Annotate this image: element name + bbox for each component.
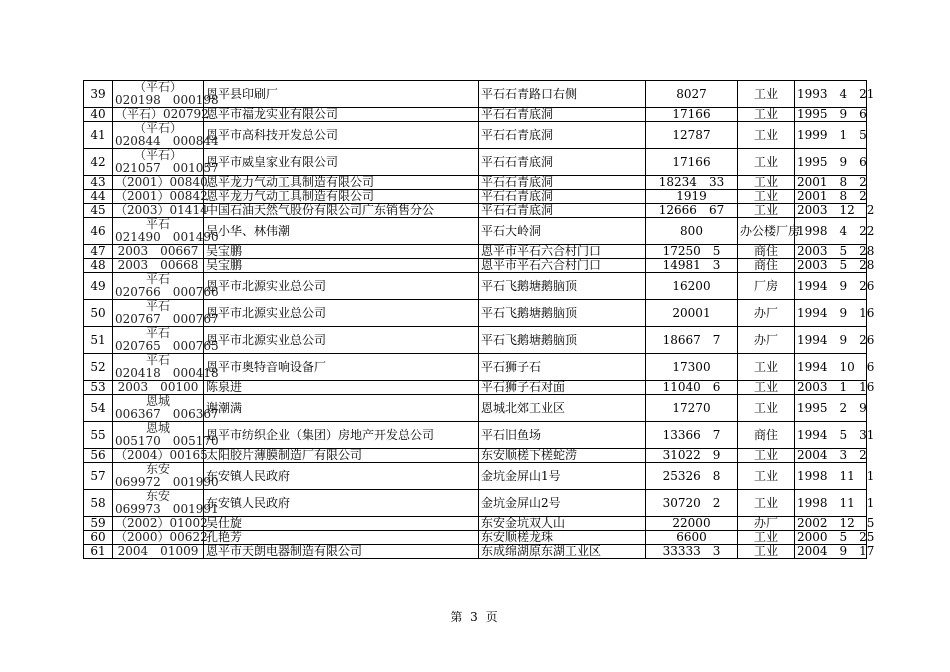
owner-name: 陈泉进 — [204, 381, 479, 395]
row-number: 51 — [84, 327, 113, 354]
owner-name: 恩平市北源实业总公司 — [204, 300, 479, 327]
land-location: 平石大岭洞 — [479, 218, 646, 245]
certificate-code — [113, 489, 219, 517]
table-row — [84, 449, 867, 463]
owner-name: 孔艳芳 — [204, 531, 479, 545]
row-number: 39 — [84, 81, 113, 108]
table-row — [84, 218, 867, 245]
certificate-code-line1: 2003 00667 — [117, 244, 199, 258]
land-location: 平石旧鱼场 — [479, 422, 646, 449]
land-location: 东安顺槎下槎蛇涝 — [479, 449, 646, 463]
owner-name: 东安镇人民政府 — [204, 490, 479, 517]
certificate-code-line2: 021057 001057 — [115, 161, 219, 175]
land-use: 工业 — [738, 490, 795, 517]
certificate-code-line1: （2003）01414 — [115, 203, 208, 217]
certificate-code-line1: （2004）00165 — [115, 448, 208, 462]
certificate-code — [113, 203, 208, 218]
land-use: 厂房 — [738, 273, 795, 300]
land-location: 平石狮子石对面 — [479, 381, 646, 395]
land-use: 工业 — [738, 122, 795, 149]
table-row — [84, 517, 867, 531]
land-use: 工业 — [738, 449, 795, 463]
land-area: 11040 6 — [646, 381, 738, 395]
land-location: 平石飞鹅塘鹅脑顶 — [479, 273, 646, 300]
certificate-code — [113, 80, 219, 108]
land-use: 办厂 — [738, 327, 795, 354]
land-area: 14981 3 — [646, 259, 738, 273]
owner-name: 吴宝鹏 — [204, 259, 479, 273]
row-number: 52 — [84, 354, 113, 381]
land-location: 金坑金屏山2号 — [479, 490, 646, 517]
certificate-code — [113, 421, 219, 449]
owner-name: 恩平市天朗电器制造有限公司 — [204, 545, 479, 559]
issue-date: 1994 9 26 — [795, 273, 867, 300]
issue-date: 1995 2 9 — [795, 395, 867, 422]
owner-name: 恩平市奥特音响设备厂 — [204, 354, 479, 381]
land-area: 25326 8 — [646, 463, 738, 490]
row-number: 53 — [84, 381, 113, 395]
land-use: 工业 — [738, 463, 795, 490]
certificate-code-line1: 东安 — [145, 489, 170, 503]
certificate-code — [113, 394, 219, 422]
owner-name: 东安镇人民政府 — [204, 463, 479, 490]
owner-name: 谢潮满 — [204, 395, 479, 422]
land-area: 30720 2 — [646, 490, 738, 517]
certificate-code-line2: 020844 000844 — [115, 134, 219, 148]
land-location: 东安顺槎龙珠 — [479, 531, 646, 545]
certificate-code-line2: 021490 001490 — [115, 230, 219, 244]
table-row — [84, 273, 867, 300]
row-number: 42 — [84, 149, 113, 176]
land-area: 17250 5 — [646, 245, 738, 259]
issue-date: 1998 4 22 — [795, 218, 867, 245]
certificate-code-line2: 069973 001991 — [115, 502, 219, 516]
row-number: 41 — [84, 122, 113, 149]
owner-name: 吴宝鹏 — [204, 245, 479, 259]
certificate-code-line1: 平石 — [145, 326, 170, 340]
land-use: 工业 — [738, 108, 795, 122]
land-use: 工业 — [738, 81, 795, 108]
issue-date: 2001 8 2 — [795, 176, 867, 190]
certificate-code — [113, 121, 219, 149]
land-location: 恩城北郊工业区 — [479, 395, 646, 422]
certificate-code — [113, 272, 219, 300]
certificate-code — [113, 175, 208, 190]
certificate-code-line2: 020418 000418 — [115, 366, 219, 380]
table-row — [84, 381, 867, 395]
issue-date: 1995 9 6 — [795, 108, 867, 122]
row-number: 49 — [84, 273, 113, 300]
land-location: 东成绵湖原东湖工业区 — [479, 545, 646, 559]
issue-date: 2003 5 28 — [795, 259, 867, 273]
row-number: 54 — [84, 395, 113, 422]
certificate-code-line1: （平石）020792 — [115, 107, 209, 121]
owner-name: 太阳胶片薄膜制造厂有限公司 — [204, 449, 479, 463]
land-location: 平石狮子石 — [479, 354, 646, 381]
certificate-code — [113, 107, 209, 122]
owner-name: 恩平市福龙实业有限公司 — [204, 108, 479, 122]
row-number: 60 — [84, 531, 113, 545]
table-row — [84, 463, 867, 490]
row-number: 40 — [84, 108, 113, 122]
issue-date: 1995 9 6 — [795, 149, 867, 176]
issue-date: 1994 5 31 — [795, 422, 867, 449]
certificate-code-line1: 2003 00100 — [117, 380, 199, 394]
land-use: 工业 — [738, 176, 795, 190]
issue-date: 1994 10 6 — [795, 354, 867, 381]
land-area: 8027 — [646, 81, 738, 108]
row-number: 57 — [84, 463, 113, 490]
row-number: 45 — [84, 204, 113, 218]
land-use: 商住 — [738, 245, 795, 259]
table-row — [84, 300, 867, 327]
owner-name: 恩平市威皇家业有限公司 — [204, 149, 479, 176]
owner-name: 中国石油天然气股份有限公司广东销售分公 — [204, 204, 479, 218]
land-location: 恩平市平石六合村门口 — [479, 245, 646, 259]
land-area: 13366 7 — [646, 422, 738, 449]
table-row — [84, 190, 867, 204]
land-use: 工业 — [738, 531, 795, 545]
land-area: 31022 9 — [646, 449, 738, 463]
land-area: 17166 — [646, 108, 738, 122]
table-row — [84, 149, 867, 176]
certificate-code — [113, 148, 219, 176]
land-location: 平石石青底洞 — [479, 176, 646, 190]
owner-name: 恩平市高科技开发总公司 — [204, 122, 479, 149]
issue-date: 1993 4 21 — [795, 81, 867, 108]
land-area: 33333 3 — [646, 545, 738, 559]
row-number: 56 — [84, 449, 113, 463]
row-number: 50 — [84, 300, 113, 327]
land-area: 12666 67 — [646, 204, 738, 218]
table-row — [84, 545, 867, 559]
land-area: 17166 — [646, 149, 738, 176]
land-location: 东安金坑双人山 — [479, 517, 646, 531]
row-number: 46 — [84, 218, 113, 245]
land-area: 18234 33 — [646, 176, 738, 190]
page-footer: 第 3 页 — [450, 610, 500, 624]
certificate-code — [113, 545, 204, 559]
issue-date: 2002 12 5 — [795, 517, 867, 531]
owner-name: 恩平县印刷厂 — [204, 81, 479, 108]
certificate-code-line1: （2001）00840 — [115, 175, 208, 189]
land-location: 平石飞鹅塘鹅脑顶 — [479, 300, 646, 327]
land-location: 平石石青底洞 — [479, 204, 646, 218]
table-row — [84, 354, 867, 381]
row-number: 59 — [84, 517, 113, 531]
land-location: 平石飞鹅塘鹅脑顶 — [479, 327, 646, 354]
certificate-code-line1: 东安 — [145, 462, 170, 476]
certificate-code-line2: 020766 000766 — [115, 285, 219, 299]
certificate-code-line1: （平石） — [133, 121, 182, 135]
table-row — [84, 204, 867, 218]
land-location: 平石石青底洞 — [479, 149, 646, 176]
land-location: 金坑金屏山1号 — [479, 463, 646, 490]
certificate-code-line1: 平石 — [145, 217, 170, 231]
table-row — [84, 176, 867, 190]
owner-name: 恩平市北源实业总公司 — [204, 273, 479, 300]
issue-date: 2003 5 28 — [795, 245, 867, 259]
issue-date: 2001 8 2 — [795, 190, 867, 204]
row-number: 43 — [84, 176, 113, 190]
land-location: 恩平市平石六合村门口 — [479, 259, 646, 273]
owner-name: 恩平龙力气动工具制造有限公司 — [204, 190, 479, 204]
row-number: 55 — [84, 422, 113, 449]
land-use: 工业 — [738, 204, 795, 218]
certificate-code-line2: 005170 005170 — [115, 434, 219, 448]
table-row — [84, 395, 867, 422]
land-area: 1919 — [646, 190, 738, 204]
land-use: 工业 — [738, 149, 795, 176]
land-use: 商住 — [738, 259, 795, 273]
owner-name: 吴小华、林伟潮 — [204, 218, 479, 245]
issue-date: 2003 1 16 — [795, 381, 867, 395]
table-row — [84, 422, 867, 449]
certificate-code-line1: （2001）00842 — [115, 189, 208, 203]
certificate-code — [113, 516, 208, 531]
land-area: 22000 — [646, 517, 738, 531]
certificate-code-line1: （2000）00622 — [115, 530, 208, 544]
certificate-code — [113, 462, 219, 490]
land-area: 16200 — [646, 273, 738, 300]
table-row — [84, 108, 867, 122]
row-number: 61 — [84, 545, 113, 559]
issue-date: 2004 9 17 — [795, 545, 867, 559]
issue-date: 2004 3 2 — [795, 449, 867, 463]
certificate-code-line1: （2002）01002 — [115, 516, 208, 530]
row-number: 58 — [84, 490, 113, 517]
land-area: 12787 — [646, 122, 738, 149]
certificate-code-line2: 020767 000767 — [115, 312, 219, 326]
land-area: 20001 — [646, 300, 738, 327]
land-register-table — [83, 80, 875, 559]
issue-date: 2000 5 25 — [795, 531, 867, 545]
land-use: 工业 — [738, 354, 795, 381]
land-use: 工业 — [738, 190, 795, 204]
land-use: 商住 — [738, 422, 795, 449]
certificate-code-line1: （平石） — [133, 80, 182, 94]
row-number: 47 — [84, 245, 113, 259]
certificate-code-line1: 平石 — [145, 272, 170, 286]
table-row — [84, 81, 867, 108]
row-number: 44 — [84, 190, 113, 204]
owner-name: 吴仕旋 — [204, 517, 479, 531]
issue-date: 1999 1 5 — [795, 122, 867, 149]
issue-date: 1998 11 1 — [795, 463, 867, 490]
land-location: 平石石青底洞 — [479, 190, 646, 204]
issue-date: 1994 9 26 — [795, 327, 867, 354]
issue-date: 2003 12 2 — [795, 204, 867, 218]
land-location: 平石石青路口右侧 — [479, 81, 646, 108]
land-use: 办厂 — [738, 517, 795, 531]
table-row — [84, 122, 867, 149]
land-area: 6600 — [646, 531, 738, 545]
certificate-code — [113, 381, 204, 395]
owner-name: 恩平市纺织企业（集团）房地产开发总公司 — [204, 422, 479, 449]
land-use: 工业 — [738, 395, 795, 422]
land-area: 17300 — [646, 354, 738, 381]
land-use: 工业 — [738, 381, 795, 395]
owner-name: 恩平市北源实业总公司 — [204, 327, 479, 354]
table-row — [84, 259, 867, 273]
row-number: 48 — [84, 259, 113, 273]
certificate-code-line2: 006367 006367 — [115, 407, 219, 421]
land-location: 平石石青底洞 — [479, 122, 646, 149]
certificate-code — [113, 448, 208, 463]
certificate-code-line2: 020765 000765 — [115, 339, 219, 353]
land-area: 18667 7 — [646, 327, 738, 354]
certificate-code — [113, 245, 204, 259]
certificate-code-line1: 平石 — [145, 353, 170, 367]
certificate-code — [113, 299, 219, 327]
certificate-code — [113, 530, 208, 545]
certificate-code-line1: 平石 — [145, 299, 170, 313]
table-row — [84, 531, 867, 545]
land-use: 工业 — [738, 545, 795, 559]
certificate-code — [113, 259, 204, 273]
certificate-code-line1: 恩城 — [145, 421, 170, 435]
issue-date: 1994 9 16 — [795, 300, 867, 327]
table-row — [84, 327, 867, 354]
issue-date: 1998 11 1 — [795, 490, 867, 517]
certificate-code-line2: 020198 000198 — [115, 93, 219, 107]
certificate-code-line1: 2004 01009 — [117, 544, 199, 558]
table-row — [84, 245, 867, 259]
certificate-code-line1: 2003 00668 — [117, 258, 199, 272]
certificate-code — [113, 353, 219, 381]
certificate-code-line1: 恩城 — [145, 394, 170, 408]
certificate-code — [113, 326, 219, 354]
certificate-code-line2: 069972 001990 — [115, 475, 219, 489]
certificate-code — [113, 189, 208, 204]
land-area: 800 — [646, 218, 738, 245]
certificate-code — [113, 217, 219, 245]
land-location: 平石石青底洞 — [479, 108, 646, 122]
land-use: 办厂 — [738, 300, 795, 327]
table-row — [84, 490, 867, 517]
certificate-code-line1: （平石） — [133, 148, 182, 162]
table-body — [84, 80, 875, 559]
land-use: 办公楼厂房 — [738, 218, 795, 245]
land-area: 17270 — [646, 395, 738, 422]
owner-name: 恩平龙力气动工具制造有限公司 — [204, 176, 479, 190]
